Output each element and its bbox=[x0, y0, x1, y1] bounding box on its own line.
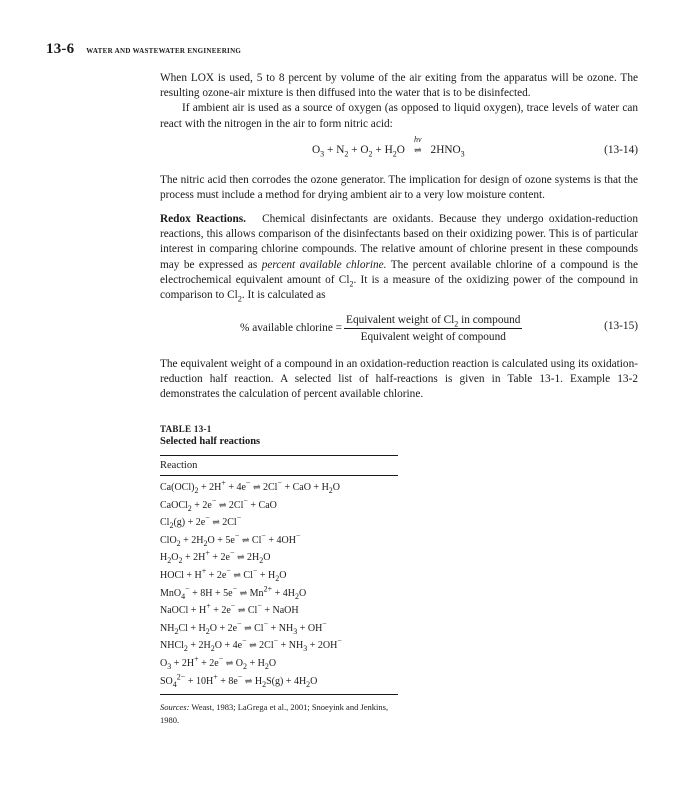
redox-text-c: . It is a measure of the oxidizing power of the compound in comparison to Cl bbox=[160, 273, 638, 302]
reaction-row: $SO_4^{2-} + 10H^+ + 8e^-$ ⇌ $H_2S(g) + 4H_2O$ bbox=[160, 672, 318, 689]
reaction-row: NHCl$_2$ + $2H_2O + 4e^-$ ⇌ $2Cl^- + NH_3 + 2OH^-$ bbox=[160, 637, 342, 654]
redox-text-a: Chemical disinfectants are oxidants. Because they undergo oxidation-reduction reactions, this allows comparison of the disinfectants based on their oxidizing power. This is of particular interest in comparing chlorine compounds. The relative amount of chlorine present in these compounds may be expressed as bbox=[160, 213, 638, 271]
table-column-header: Reaction bbox=[160, 460, 198, 471]
running-title: WATER AND WASTEWATER ENGINEERING bbox=[86, 47, 242, 55]
reaction-row: $ClO_2 + 2H_2O + 5e^-$ ⇌ Cl− + 4OH− bbox=[160, 531, 301, 548]
equation-13-15-fraction bbox=[344, 314, 522, 343]
reaction-row: $NH_2Cl + H_2O + 2e^-$ ⇌ $Cl^- + NH_3 + OH^-$ bbox=[160, 619, 327, 636]
sources-text: Weast, 1983; LaGrega et al., 2001; Snoeyink and Jenkins, 1980. bbox=[160, 702, 389, 726]
numerator-text-b: in compound bbox=[458, 313, 521, 326]
reaction-row: CaOCl$_2$ + 2e− ⇌ 2Cl− + CaO bbox=[160, 496, 277, 513]
table-13-1 bbox=[160, 424, 398, 727]
redox-section bbox=[160, 212, 638, 303]
reaction-list bbox=[160, 476, 398, 690]
redox-emphasis: percent available chlorine. bbox=[261, 258, 387, 271]
reaction-row: MnO$_4$− + 8H + 5e− ⇌ $Mn^{2+} + 4H_2O$ bbox=[160, 584, 307, 601]
redox-text-b: The percent available chlorine of a compound is the electrochemical equivalent amount of Cl bbox=[160, 258, 638, 286]
redox-text-d: . It is calculated as bbox=[241, 289, 326, 302]
equation-13-15 bbox=[160, 310, 638, 346]
table-label: TABLE 13-1 bbox=[160, 424, 212, 434]
paragraph-equivalent-weight: The equivalent weight of a compound in an oxidation-reduction reaction is calculated using its oxidation-reduction half reaction. A selected list of half-reactions is given in Table 13-1. Example 13-2 demonstrates the calculation of percent available chlorine. bbox=[160, 358, 638, 401]
reaction-row: $Ca(OCl)_2 + 2H^+ + 4e^-$ ⇌ 2Cl− + CaO + $H_2O$ bbox=[160, 478, 341, 495]
reaction-row: NaOCl + H+ + 2e− ⇌ Cl− + NaOH bbox=[160, 601, 299, 617]
numerator-text-a: Equivalent weight of Cl bbox=[346, 313, 455, 326]
equation-13-15-lhs: % available chlorine = bbox=[240, 322, 343, 334]
reaction-row: HOCl + H+ + 2e− ⇌ $Cl^- + H_2O$ bbox=[160, 566, 287, 583]
reaction-row: $O_3 + 2H^+ + 2e^-$ ⇌ $O_2 + H_2O$ bbox=[160, 654, 277, 671]
fraction-denominator: Equivalent weight of compound bbox=[360, 330, 506, 343]
intro-text bbox=[160, 71, 638, 132]
equation-13-15-expression bbox=[240, 310, 522, 346]
page-header bbox=[46, 41, 241, 58]
table-title: Selected half reactions bbox=[160, 436, 261, 447]
paragraph-redox: Redox Reactions. Chemical disinfectants are oxidants. Because they undergo oxidation-reduction reactions, this allows comparison of the disinfectants based on their oxidizing power. This is of particular interest in comparing chlorine compounds. The relative amount of chlorine present in these compounds may be expressed as percent available chlorine. The percent available chlorine of a compound is the electrochemical equivalent amount of $Cl_2$. It is a measure of the oxidizing power of the compound in comparison to $Cl_2$. It is calculated as bbox=[160, 213, 638, 304]
fraction-numerator: Equivalent weight of $Cl_2$ in compound bbox=[346, 313, 521, 328]
equation-13-15-number: (13-15) bbox=[604, 320, 638, 332]
paragraph-lox: When LOX is used, 5 to 8 percent by volume of the air exiting from the apparatus will be ozone. The resulting ozone-air mixture is then diffused into the water that is to be disinfected. bbox=[160, 72, 638, 100]
reaction-row: $Cl_2(g) + 2e^-$ ⇌ 2Cl− bbox=[160, 513, 242, 531]
photon-label: hν bbox=[413, 135, 422, 144]
equation-13-14 bbox=[160, 135, 638, 160]
equation-13-14-number: (13-14) bbox=[604, 144, 638, 156]
nitric-acid-text bbox=[160, 173, 638, 203]
paragraph-nitric-acid: The nitric acid then corrodes the ozone generator. The implication for design of ozone systems is that the process must include a method for drying ambient air to a very low moisture content. bbox=[160, 174, 638, 202]
redox-heading: Redox Reactions. bbox=[160, 213, 247, 225]
page-number: 13-6 bbox=[46, 41, 75, 57]
table-sources bbox=[160, 701, 398, 727]
sources-label: Sources: bbox=[160, 702, 190, 713]
equivalent-weight-text bbox=[160, 357, 638, 403]
equation-13-14-expression: $O_3 + N_2 + O_2 + H_2O$ hν ⇌ $2HNO_3$ bbox=[312, 135, 465, 159]
equilibrium-arrow-icon: ⇌ bbox=[413, 145, 422, 155]
table-bottom-rule bbox=[160, 694, 398, 695]
reaction-row: $H_2O_2 + 2H^+ + 2e^-$ ⇌ $2H_2O$ bbox=[160, 549, 271, 566]
paragraph-ambient-air: If ambient air is used as a source of oxygen (as opposed to liquid oxygen), trace levels of water can react with the nitrogen in the air to form nitric acid: bbox=[160, 102, 638, 130]
